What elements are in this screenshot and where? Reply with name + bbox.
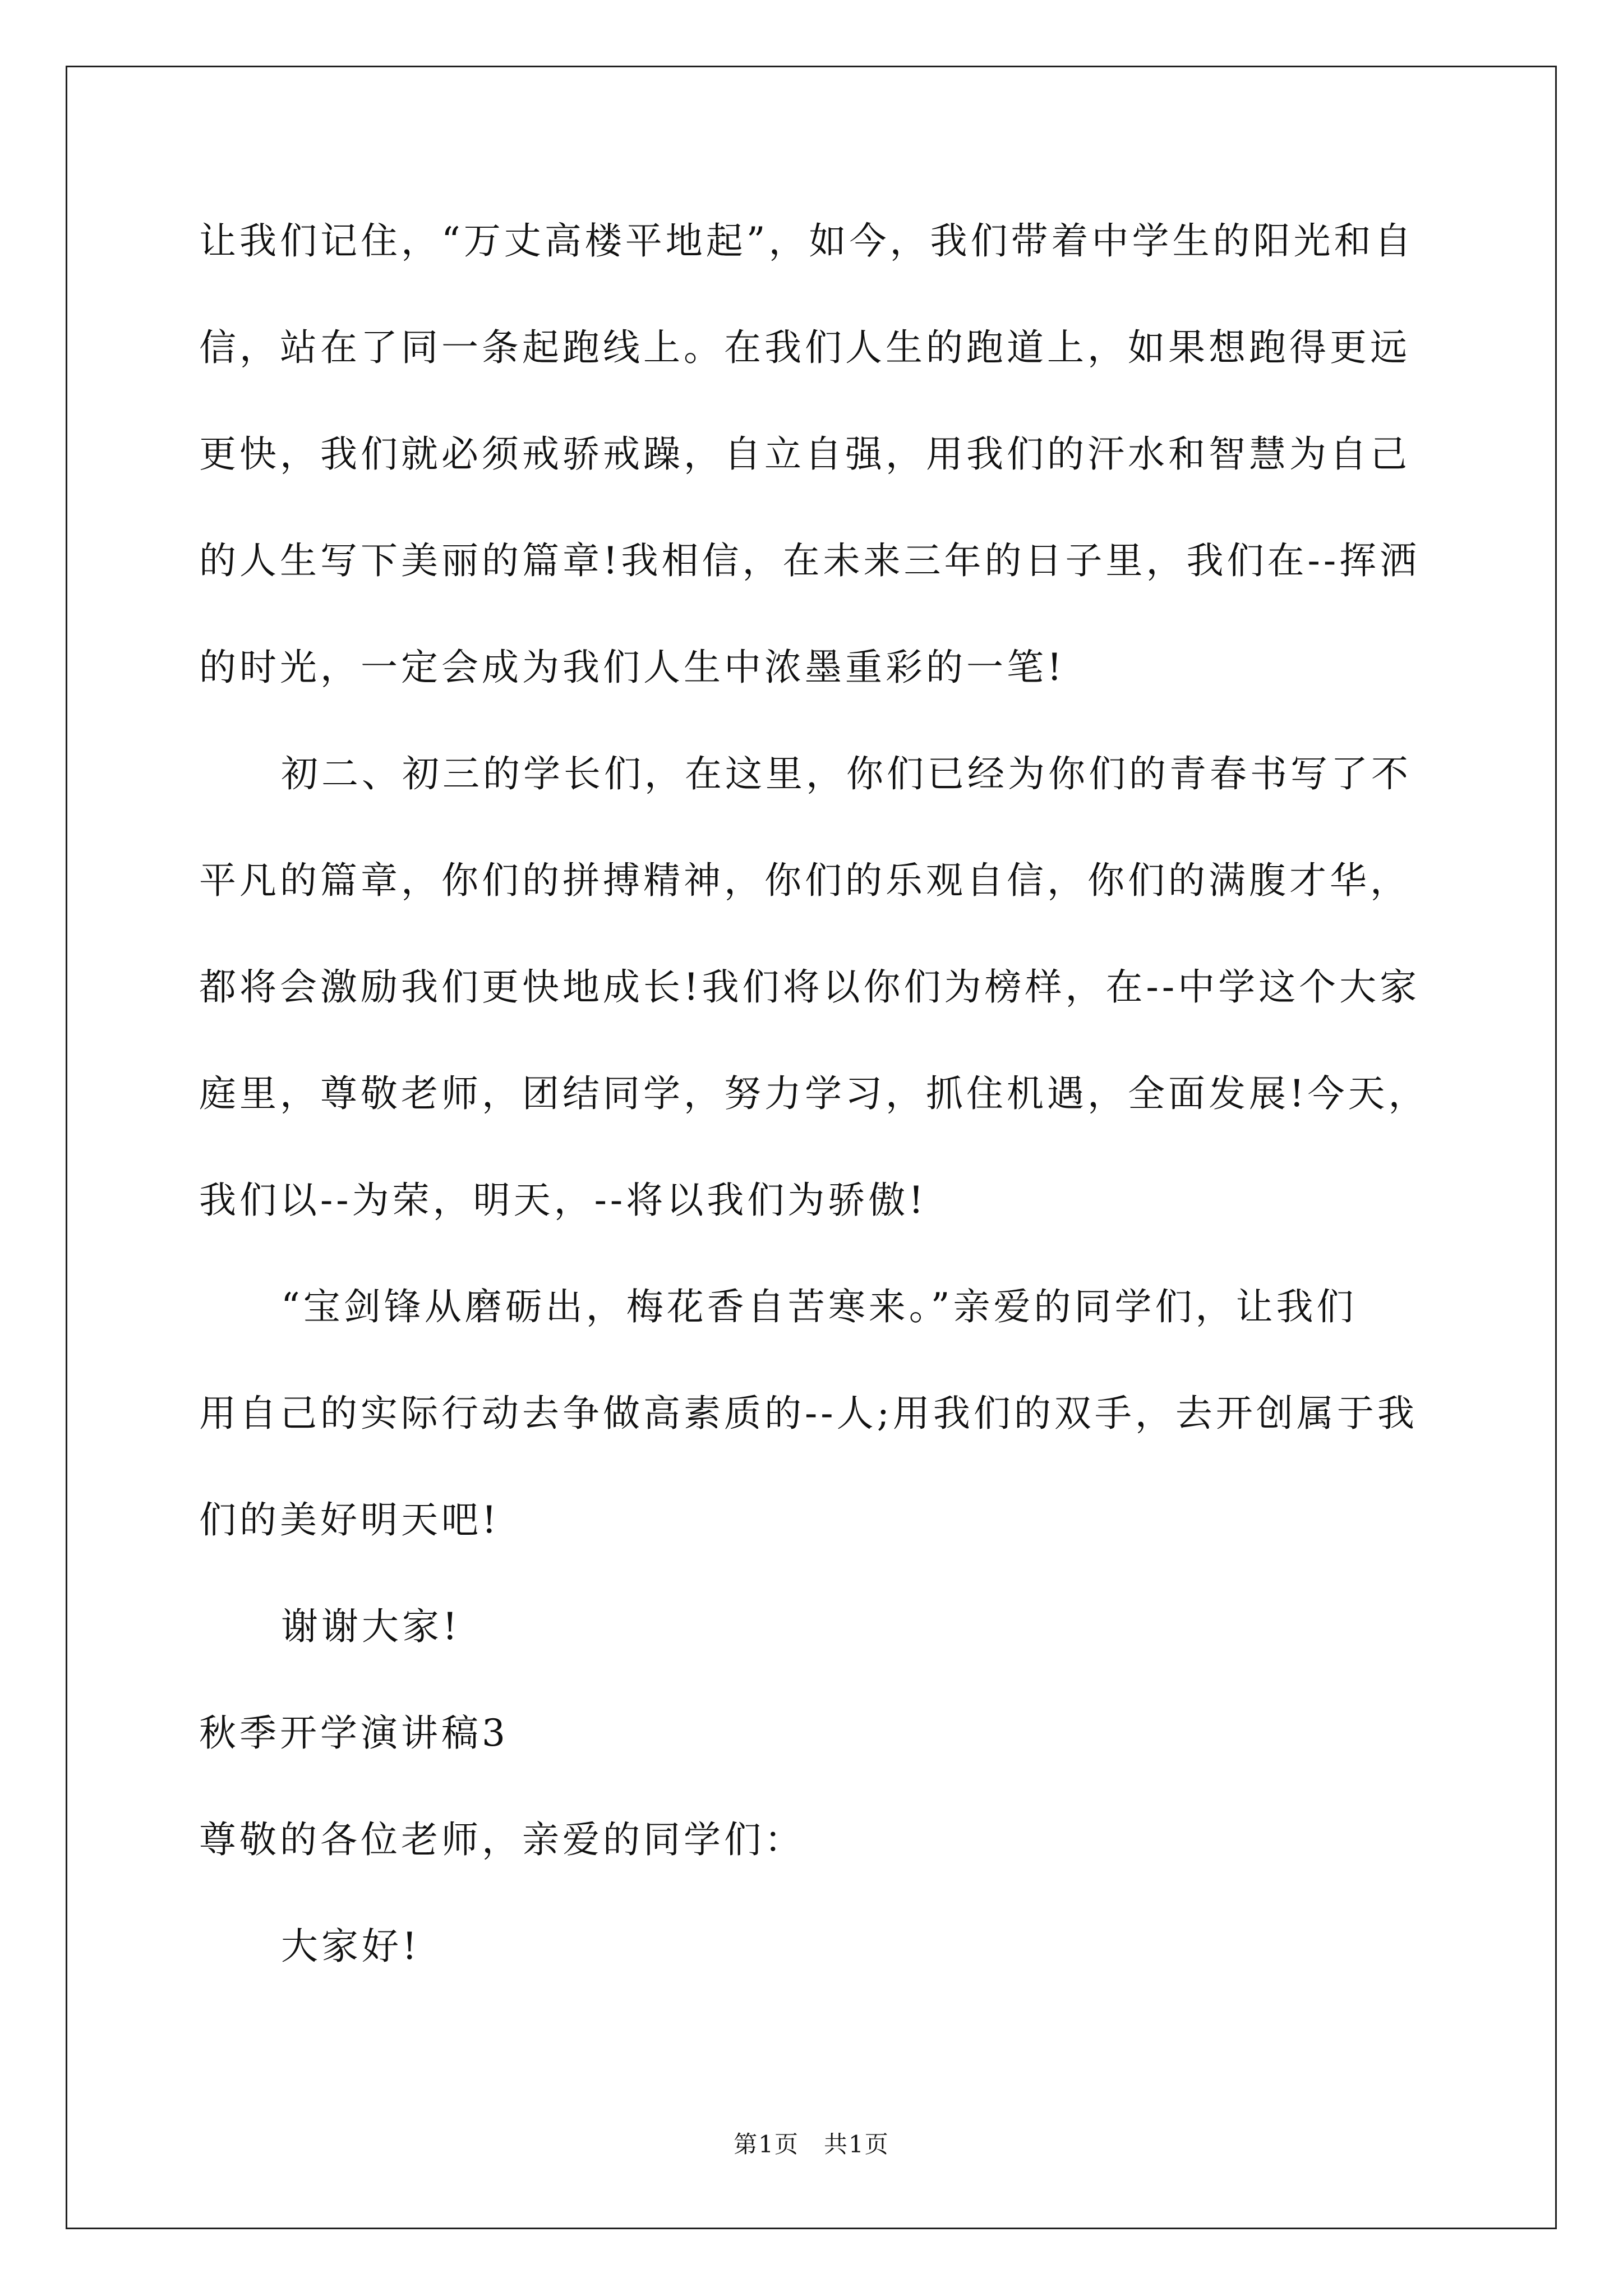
greeting: 大家好!	[281, 1925, 421, 1968]
text-line: 我们以--为荣，明天，--将以我们为骄傲!	[199, 1179, 927, 1222]
text-line: 用自己的实际行动去争做高素质的--人;用我们的双手，去开创属于我	[199, 1392, 1418, 1435]
text-line: 庭里，尊敬老师，团结同学，努力学习，抓住机遇，全面发展!今天，	[199, 1072, 1429, 1115]
text-line: 平凡的篇章，你们的拼搏精神，你们的乐观自信，你们的满腹才华，	[199, 859, 1410, 902]
text-line: 更快，我们就必须戒骄戒躁，自立自强，用我们的汗水和智慧为自己	[199, 432, 1410, 476]
page-frame	[66, 66, 1557, 2229]
text-line: 的时光，一定会成为我们人生中浓墨重彩的一笔!	[199, 646, 1066, 689]
text-line: 的人生写下美丽的篇章!我相信，在未来三年的日子里，我们在--挥洒	[199, 539, 1421, 582]
paragraph-start: “宝剑锋从磨砺出，梅花香自苦寒来。”亲爱的同学们，让我们	[281, 1285, 1357, 1328]
text-line: 们的美好明天吧!	[199, 1498, 500, 1542]
text-line: 让我们记住，“万丈高楼平地起”，如今，我们带着中学生的阳光和自	[199, 219, 1415, 263]
salutation: 尊敬的各位老师，亲爱的同学们：	[199, 1818, 805, 1861]
text-line: 都将会激励我们更快地成长!我们将以你们为榜样，在--中学这个大家	[199, 965, 1421, 1009]
text-line: 信，站在了同一条起跑线上。在我们人生的跑道上，如果想跑得更远	[199, 326, 1410, 369]
page-footer: 第1页 共1页	[734, 2131, 889, 2158]
section-title: 秋季开学演讲稿3	[199, 1711, 509, 1755]
paragraph-start: 初二、初三的学长们，在这里，你们已经为你们的青春书写了不	[281, 752, 1412, 795]
closing-line: 谢谢大家!	[281, 1605, 461, 1648]
